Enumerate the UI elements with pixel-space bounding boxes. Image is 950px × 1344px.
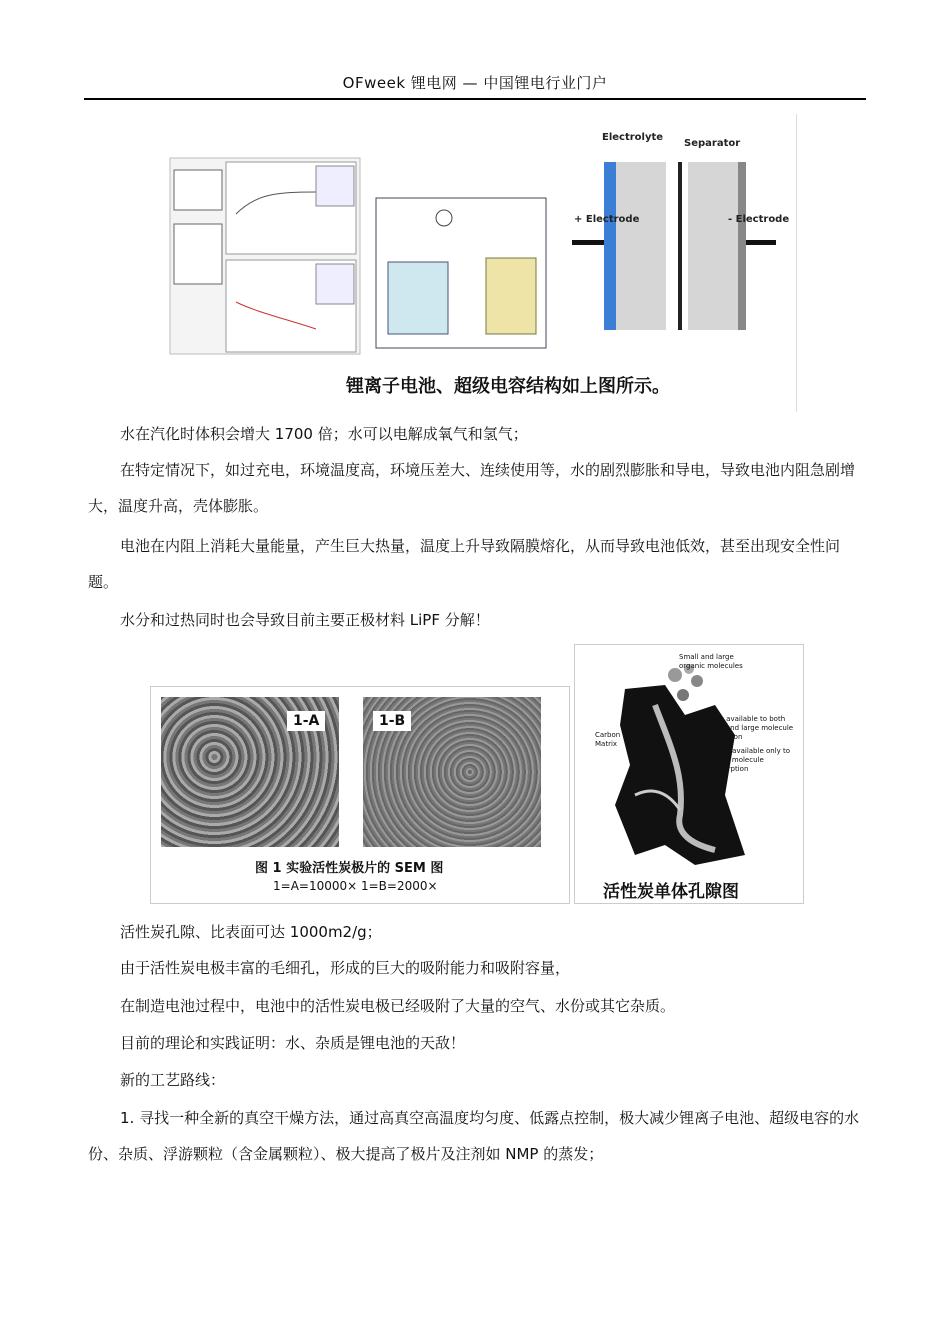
paragraph: 由于活性炭电极丰富的毛细孔，形成的巨大的吸附能力和吸附容量， (120, 959, 571, 977)
paragraph: 电池在内阻上消耗大量能量，产生巨大热量，温度上升导致隔膜熔化，从而导致电池低效，甚至出现安全性问题。 (88, 537, 841, 591)
sem-caption-line2: 1=A=10000× 1=B=2000× (273, 879, 438, 893)
sem-figure (150, 686, 570, 904)
negative-electrode-label: - Electrode (728, 214, 790, 225)
negative-plate (738, 162, 746, 330)
sem-tag-a: 1-A (287, 711, 325, 731)
separator-label: Separator (684, 138, 741, 149)
battery-structure-diagram (156, 114, 796, 412)
carbon-matrix-label: Carbon Matrix (595, 731, 621, 748)
figure3-caption: 活性炭单体孔隙图 (603, 882, 739, 902)
carbon-pore-diagram (575, 645, 803, 903)
figure1-caption: 锂离子电池、超级电容结构如上图所示。 (346, 376, 670, 397)
paragraph: 在制造电池过程中，电池中的活性炭电极已经吸附了大量的空气、水份或其它杂质。 (120, 997, 676, 1015)
paragraph: 目前的理论和实践证明：水、杂质是锂电池的天敌！ (120, 1034, 466, 1052)
page-header-title: OFweek 锂电网 — 中国锂电行业门户 (342, 74, 608, 92)
pores-small-label: Pores available only to small molecule adsorption (711, 747, 791, 773)
sem-tag-b: 1-B (373, 711, 411, 731)
paragraph: 1. 寻找一种全新的真空干燥方法，通过高真空高温度均匀度、低露点控制，极大减少锂离子电池、超级电容的水份、杂质、浮游颗粒（含金属颗粒）、极大提高了极片及注剂如 NMP 的蒸发； (88, 1109, 860, 1163)
positive-plate (604, 162, 616, 330)
header-rule (84, 98, 866, 100)
paragraph: 水分和过热同时也会导致目前主要正极材料 LiPF 分解！ (120, 611, 490, 629)
carbon-pore-figure (574, 644, 804, 904)
paragraph: 新的工艺路线： (120, 1071, 226, 1089)
paragraph: 水在汽化时体积会增大 1700 倍；水可以电解成氧气和氢气； (120, 425, 528, 443)
paragraph: 在特定情况下，如过充电，环境温度高，环境压差大、连续使用等，水的剧烈膨胀和导电，导致电池内阻急剧增大，温度升高，壳体膨胀。 (88, 461, 856, 515)
electrolyte-label: Electrolyte (602, 132, 664, 143)
sem-caption-line1: 图 1 实验活性炭极片的 SEM 图 (255, 861, 444, 876)
battery-structure-figure (156, 114, 797, 412)
pores-both-label: Pores available to both small and large molecule adsorption (705, 715, 794, 741)
positive-electrode-label: + Electrode (574, 214, 640, 225)
paragraph: 活性炭孔隙、比表面可达 1000m2/g； (120, 923, 382, 941)
molecules-label: Small and large organic molecules (679, 653, 743, 670)
